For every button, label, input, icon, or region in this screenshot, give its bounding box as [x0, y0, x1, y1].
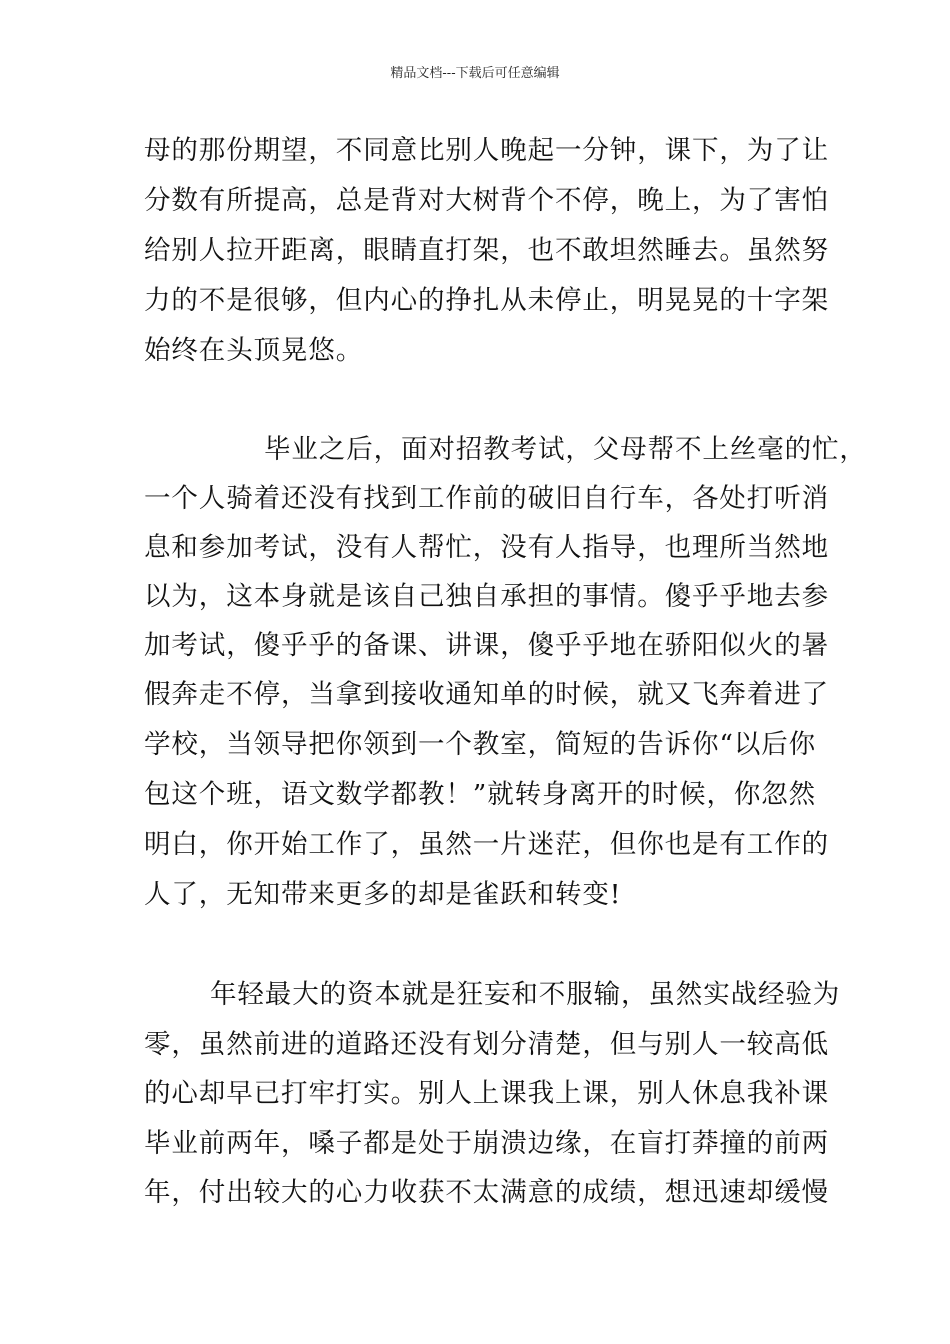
- paragraph-2-line-3: 息和参加考试，没有人帮忙，没有人指导，也理所当然地: [144, 532, 829, 563]
- paragraph-2-line-10: 人了，无知带来更多的却是雀跃和转变!: [144, 879, 622, 910]
- paragraph-1-line-3: 给别人拉开距离，眼睛直打架，也不敢坦然睡去。虽然努: [144, 235, 829, 266]
- paragraph-2-line-7: 学校，当领导把你领到一个教室，简短的告诉你“以后你: [144, 729, 817, 760]
- paragraph-2-line-2: 一个人骑着还没有找到工作前的破旧自行车，各处打听消: [144, 483, 829, 514]
- paragraph-1-line-4: 力的不是很够，但内心的挣扎从未停止，明晃晃的十字架: [144, 285, 829, 316]
- paragraph-3-line-3: 的心却早已打牢打实。别人上课我上课，别人休息我补课: [144, 1078, 829, 1109]
- paragraph-2-line-6: 假奔走不停，当拿到接收通知单的时候，就又飞奔着进了: [144, 679, 829, 710]
- paragraph-2-line-9: 明白，你开始工作了，虽然一片迷茫，但你也是有工作的: [144, 829, 829, 860]
- paragraph-1-line-5: 始终在头顶晃悠。: [144, 335, 364, 366]
- paragraph-1-line-1: 母的那份期望，不同意比别人晚起一分钟，课下，为了让: [144, 135, 829, 166]
- paragraph-2-line-4: 以为，这本身就是该自己独自承担的事情。傻乎乎地去参: [144, 581, 829, 612]
- paragraph-2-line-1: 毕业之后，面对招教考试，父母帮不上丝毫的忙，: [264, 434, 867, 465]
- page-header: 精品文档---下载后可任意编辑: [390, 66, 560, 81]
- paragraph-3-line-5: 年，付出较大的心力收获不太满意的成绩，想迅速却缓慢: [144, 1177, 829, 1208]
- paragraph-2-line-5: 加考试，傻乎乎的备课、讲课，傻乎乎地在骄阳似火的暑: [144, 630, 829, 661]
- paragraph-2-line-8: 包这个班，语文数学都教！”就转身离开的时候，你忽然: [144, 779, 817, 810]
- paragraph-3-line-1: 年轻最大的资本就是狂妄和不服输，虽然实战经验为: [210, 979, 841, 1010]
- paragraph-3-line-2: 零，虽然前进的道路还没有划分清楚，但与别人一较高低: [144, 1029, 829, 1060]
- paragraph-3-line-4: 毕业前两年，嗓子都是处于崩溃边缘，在盲打莽撞的前两: [144, 1128, 829, 1159]
- paragraph-1-line-2: 分数有所提高，总是背对大树背个不停，晚上，为了害怕: [144, 185, 829, 216]
